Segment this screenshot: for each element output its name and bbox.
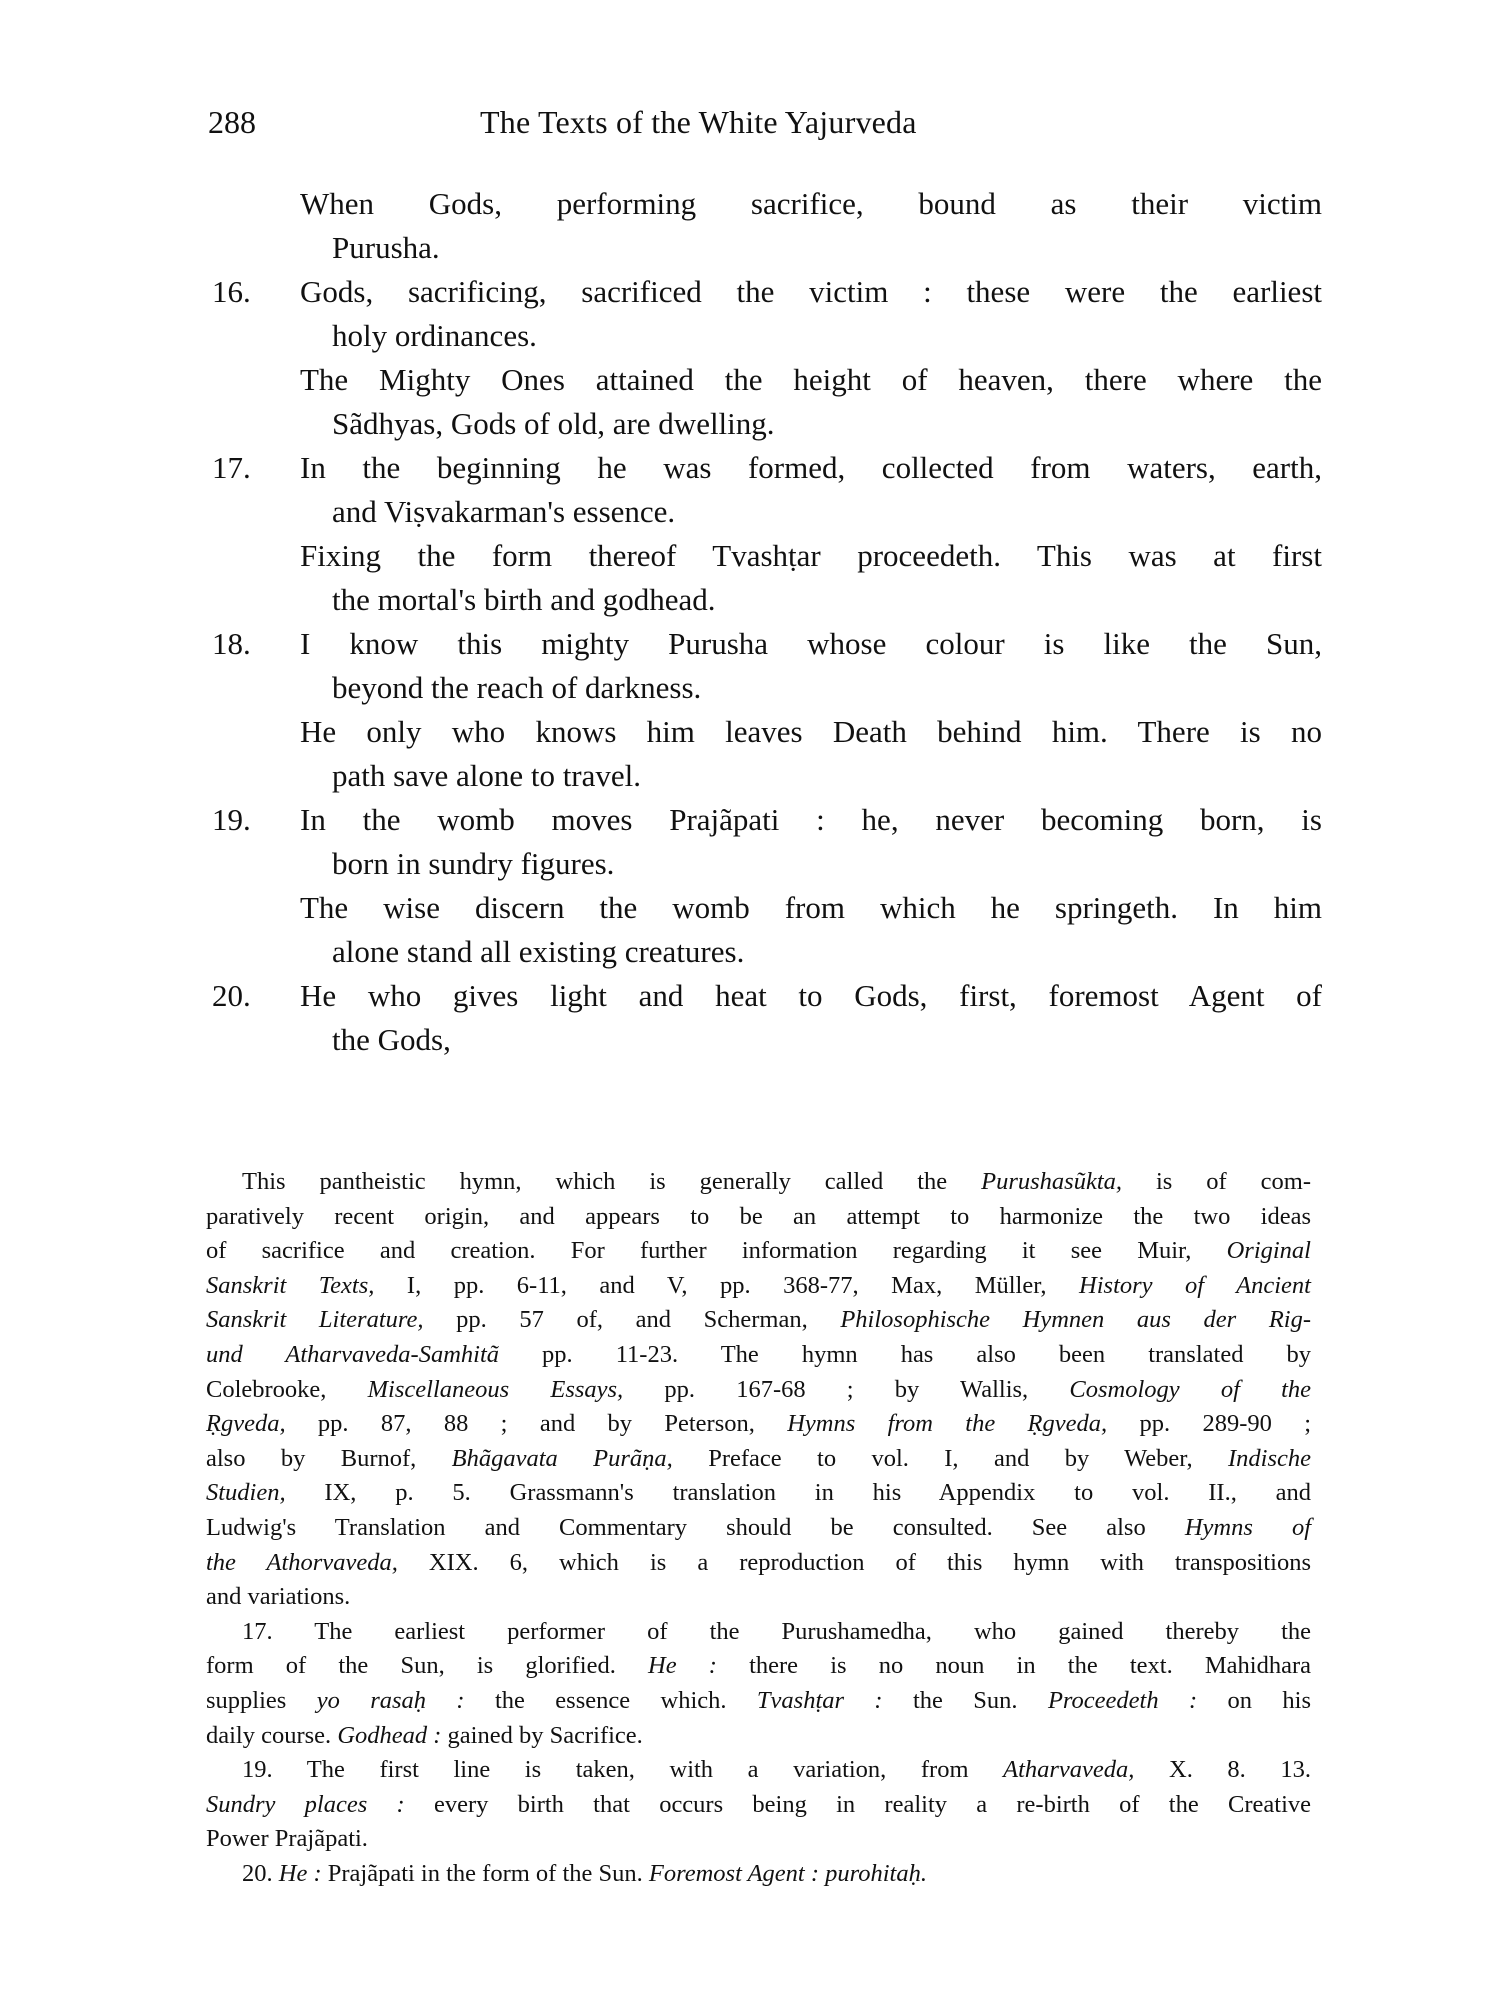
footnote-text: also by Burnof, <box>206 1444 452 1472</box>
verse-line: and Viṣvakarman's essence. <box>332 494 676 529</box>
footnote-line <box>206 1269 1311 1304</box>
running-title: The Texts of the White Yajurveda <box>480 104 917 140</box>
footnote-text: 17. The earliest performer of the Purushamedha, who gained thereby the <box>242 1617 1311 1645</box>
footnote-italic: Studien, <box>206 1479 286 1507</box>
verse-18 <box>212 622 1322 666</box>
footnote-line <box>206 1407 1311 1442</box>
footnote-text: Colebrooke, <box>206 1375 368 1403</box>
page-number: 288 <box>208 104 256 140</box>
verse-line: Purusha. <box>332 230 440 265</box>
footnote-line <box>206 1442 1311 1477</box>
footnote-italic: Godhead : <box>337 1721 442 1749</box>
footnote-line <box>206 1511 1311 1546</box>
footnote-italic: He : <box>648 1652 717 1680</box>
footnote-17-line <box>206 1615 1311 1650</box>
footnote-line <box>206 1580 1311 1615</box>
footnote-line <box>206 1165 1311 1200</box>
footnote-text: Ludwig's Translation and Commentary should be consulted. See also <box>206 1513 1185 1541</box>
footnote-italic: Foremost Agent : purohitaḥ. <box>648 1859 927 1887</box>
footnote-text: pp. 87, 88 ; and by Peterson, <box>285 1410 788 1438</box>
footnote-italic: Sanskrit Literature, <box>206 1306 424 1334</box>
verse-number: 17. <box>212 450 251 485</box>
verse-number: 20. <box>212 978 251 1013</box>
footnote-text: I, pp. 6-11, and V, pp. 368-77, Max, Müller, <box>374 1271 1080 1299</box>
footnote-17-line <box>206 1719 1311 1754</box>
footnote-italic: Philosophische Hymnen aus der Rig- <box>840 1306 1312 1334</box>
footnote-text: of sacrifice and creation. For further information regarding it see Muir, <box>206 1237 1227 1265</box>
footnote-text: every birth that occurs being in reality a re-birth of the Creative <box>404 1790 1311 1818</box>
footnote-20-line <box>206 1857 1311 1892</box>
footnote-text: and variations. <box>206 1583 351 1611</box>
footnote-text: there is no noun in the text. Mahidhara <box>716 1652 1312 1680</box>
footnote-italic: the Athorvaveda, <box>206 1548 398 1576</box>
footnote-italic: Bhãgavata Purãṇa, <box>451 1444 673 1472</box>
verse-17 <box>212 446 1322 490</box>
footnote-text: is of com- <box>1122 1168 1312 1195</box>
footnote-text: Preface to vol. I, and by Weber, <box>672 1444 1228 1472</box>
footnote-italic: Hymns from the Ṛgveda, <box>787 1410 1108 1438</box>
footnote-text: the Sun. <box>882 1686 1048 1714</box>
footnote-text: X. 8. 13. <box>1134 1756 1311 1784</box>
footnote-19-line <box>206 1822 1311 1857</box>
footnote-text: Prajãpati in the form of the Sun. <box>321 1859 649 1887</box>
verse-line: The Mighty Ones attained the height of heaven, there where the <box>300 362 1322 397</box>
footnote-italic: Ṛgveda, <box>206 1410 286 1438</box>
footnote-line <box>206 1373 1311 1408</box>
footnote-italic: Miscellaneous Essays, <box>367 1375 624 1403</box>
footnote-line <box>206 1338 1311 1373</box>
footnote-text: Power Prajãpati. <box>206 1825 368 1853</box>
verse-line: holy ordinances. <box>332 318 537 353</box>
hymn-verses <box>212 182 1322 1062</box>
footnote-text: pp. 167-68 ; by Wallis, <box>623 1375 1070 1403</box>
verse-19 <box>212 798 1322 842</box>
footnote-italic: Indische <box>1228 1444 1311 1472</box>
verse-line: When Gods, performing sacrifice, bound as their victim <box>300 186 1322 221</box>
verse-line: In the womb moves Prajãpati : he, never becoming born, is <box>300 802 1322 837</box>
verse-number: 19. <box>212 802 251 837</box>
footnote-italic: Proceedeth : <box>1047 1686 1198 1714</box>
footnote-italic: und Atharvaveda-Samhitã <box>206 1340 499 1368</box>
footnote-text: 20. <box>242 1859 279 1887</box>
footnote-italic: yo rasaḥ : <box>316 1686 465 1714</box>
verse-line: Gods, sacrificing, sacrificed the victim : these were the earliest <box>300 274 1322 309</box>
footnote-text: pp. 57 of, and Scherman, <box>423 1306 841 1334</box>
footnote-text: XIX. 6, which is a reproduction of this hymn with transpositions <box>397 1548 1311 1576</box>
verse-line: alone stand all existing creatures. <box>332 934 745 969</box>
footnote-text: pp. 289-90 ; <box>1107 1410 1311 1438</box>
footnote-19-line <box>206 1753 1311 1788</box>
verse-line: the Gods, <box>332 1022 451 1057</box>
footnotes <box>206 1165 1311 1891</box>
footnote-italic: Purushasũkta, <box>981 1168 1123 1195</box>
verse-line: path save alone to travel. <box>332 758 642 793</box>
footnote-line <box>206 1546 1311 1581</box>
verse-16 <box>212 270 1322 314</box>
footnote-text: gained by Sacrifice. <box>441 1721 643 1749</box>
footnote-line <box>206 1303 1311 1338</box>
footnote-text: paratively recent origin, and appears to be an attempt to harmonize the two ideas <box>206 1202 1311 1230</box>
footnote-text: form of the Sun, is glorified. <box>206 1652 649 1680</box>
footnote-17-line <box>206 1649 1311 1684</box>
verse-20 <box>212 974 1322 1018</box>
verse-line: the mortal's birth and godhead. <box>332 582 716 617</box>
verse-number: 16. <box>212 274 251 309</box>
footnote-19-line <box>206 1788 1311 1823</box>
footnote-italic: History of Ancient <box>1079 1271 1311 1299</box>
verse-line: Sãdhyas, Gods of old, are dwelling. <box>332 406 775 441</box>
verse-line: born in sundry figures. <box>332 846 615 881</box>
verse-line: He only who knows him leaves Death behind him. There is no <box>300 714 1322 749</box>
page-header <box>208 104 1318 154</box>
footnote-text: 19. The first line is taken, with a variation, from <box>242 1756 1004 1784</box>
footnote-line <box>206 1234 1311 1269</box>
footnote-italic: Atharvaveda, <box>1003 1756 1135 1784</box>
footnote-italic: Original <box>1226 1237 1311 1265</box>
verse-number: 18. <box>212 626 251 661</box>
verse-line: beyond the reach of darkness. <box>332 670 702 705</box>
footnote-italic: Hymns of <box>1184 1513 1311 1541</box>
footnote-text: supplies <box>206 1686 317 1714</box>
footnote-text: the essence which. <box>464 1686 757 1714</box>
footnote-17-line <box>206 1684 1311 1719</box>
footnote-text: daily course. <box>206 1721 338 1749</box>
footnote-italic: Sanskrit Texts, <box>206 1271 375 1299</box>
footnote-italic: Sundry places : <box>206 1790 405 1818</box>
footnote-line <box>206 1476 1311 1511</box>
verse-line: He who gives light and heat to Gods, first, foremost Agent of <box>300 978 1322 1013</box>
footnote-text: pp. 11-23. The hymn has also been translated by <box>499 1340 1311 1368</box>
footnote-italic: He : <box>278 1859 322 1887</box>
verse-line: Fixing the form thereof Tvashṭar proceedeth. This was at first <box>300 538 1322 573</box>
footnote-text: on his <box>1197 1686 1312 1714</box>
footnote-italic: Tvashṭar : <box>756 1686 883 1714</box>
footnote-italic: Cosmology of the <box>1069 1375 1312 1403</box>
verse-line: In the beginning he was formed, collected from waters, earth, <box>300 450 1322 485</box>
footnote-line <box>206 1200 1311 1235</box>
verse-line: The wise discern the womb from which he springeth. In him <box>300 890 1322 925</box>
footnote-text: IX, p. 5. Grassmann's translation in his Appendix to vol. II., and <box>285 1479 1311 1507</box>
footnote-text: This pantheistic hymn, which is generally called the <box>242 1168 982 1195</box>
verse-line: I know this mighty Purusha whose colour is like the Sun, <box>300 626 1322 661</box>
